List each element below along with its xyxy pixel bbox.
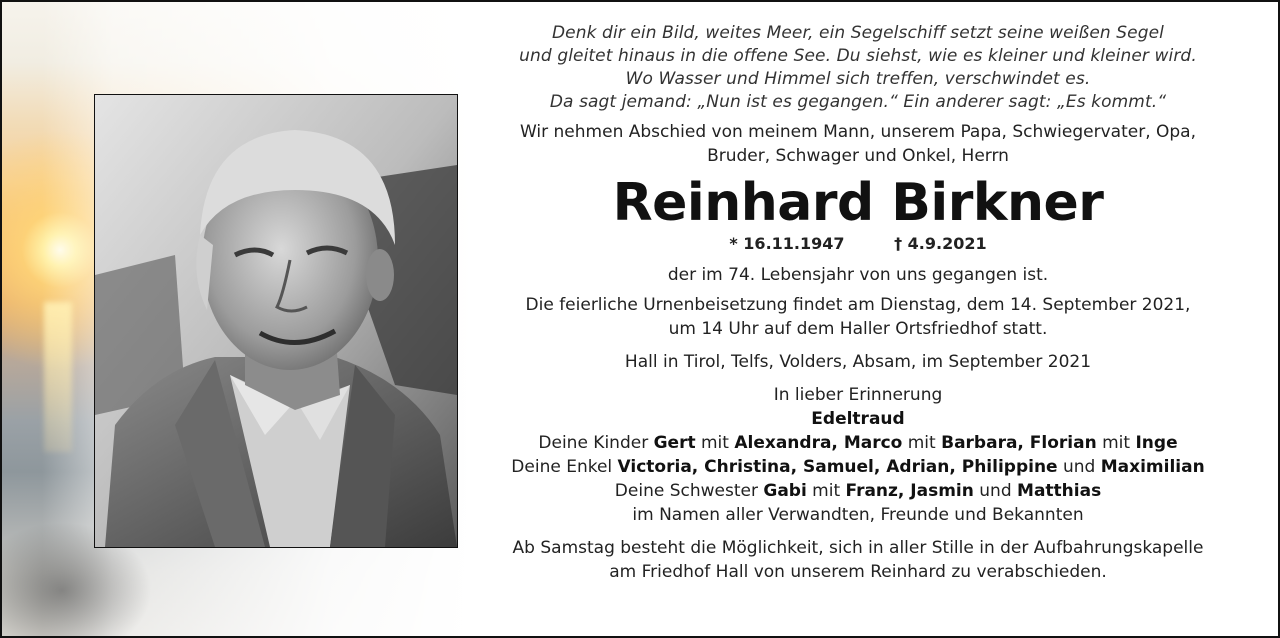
viewing-line: Ab Samstag besteht die Möglichkeit, sich in aller Stille in der Aufbahrungskapelle (512, 538, 1204, 558)
child-name: Gert (653, 433, 696, 453)
poem-line: Denk dir ein Bild, weites Meer, ein Segelschiff setzt seine weißen Segel (551, 23, 1164, 43)
birth-date: * 16.11.1947 (729, 234, 845, 253)
wife-name-text: Edeltraud (811, 409, 905, 429)
ceremony-info (470, 293, 1246, 341)
ceremony-line: um 14 Uhr auf dem Haller Ortsfriedhof statt. (668, 319, 1048, 339)
portrait-illustration (95, 95, 457, 547)
child-name: Inge (1135, 433, 1178, 453)
mourners-block (470, 383, 1246, 527)
poem-line: und gleitet hinaus in die offene See. Du siehst, wie es kleiner und kleiner wird. (519, 46, 1197, 66)
child-name: Barbara, Florian (941, 433, 1097, 453)
life-dates (470, 234, 1246, 254)
relatives-line: im Namen aller Verwandten, Freunde und Bekannten (632, 505, 1084, 525)
relative-names: Franz, Jasmin (845, 481, 974, 501)
grandchild-names: Victoria, Christina, Samuel, Adrian, Philippine (617, 457, 1058, 477)
viewing-info (470, 536, 1246, 584)
wife-name (470, 407, 1246, 431)
children-line (470, 431, 1246, 455)
child-name: Alexandra, Marco (734, 433, 903, 453)
connector: und (1057, 457, 1101, 477)
ceremony-line: Die feierliche Urnenbeisetzung findet am Dienstag, dem 14. September 2021, (525, 295, 1191, 315)
sister-prefix: Deine Schwester (614, 481, 764, 501)
age-line: der im 74. Lebensjahr von uns gegangen ist. (667, 265, 1049, 285)
deceased-name: Reinhard Birkner (612, 173, 1104, 233)
place-date-line: Hall in Tirol, Telfs, Volders, Absam, im September 2021 (624, 352, 1092, 372)
sister-name: Gabi (763, 481, 807, 501)
portrait-photo (94, 94, 458, 548)
connector: mit (1096, 433, 1136, 453)
connector: mit (902, 433, 942, 453)
memory-line: In lieber Erinnerung (773, 385, 943, 405)
grandchildren-prefix: Deine Enkel (511, 457, 618, 477)
connector: und (973, 481, 1018, 501)
poem-line: Wo Wasser und Himmel sich treffen, verschwindet es. (625, 69, 1091, 89)
sister-line (470, 479, 1246, 503)
grandchildren-line (470, 455, 1246, 479)
obituary-text (470, 22, 1246, 584)
viewing-line: am Friedhof Hall von unserem Reinhard zu verabschieden. (609, 562, 1107, 582)
grandchild-name: Maximilian (1100, 457, 1205, 477)
sun-reflection (44, 302, 72, 452)
poem (470, 22, 1246, 114)
poem-line: Da sagt jemand: „Nun ist es gegangen.“ Ein anderer sagt: „Es kommt.“ (549, 92, 1167, 112)
connector: mit (695, 433, 735, 453)
connector: mit (806, 481, 846, 501)
relative-name: Matthias (1017, 481, 1102, 501)
children-prefix: Deine Kinder (538, 433, 654, 453)
farewell-intro (470, 120, 1246, 168)
intro-line: Bruder, Schwager und Onkel, Herrn (707, 146, 1009, 166)
intro-line: Wir nehmen Abschied von meinem Mann, unserem Papa, Schwiegervater, Opa, (519, 122, 1196, 142)
death-date: † 4.9.2021 (894, 234, 987, 253)
